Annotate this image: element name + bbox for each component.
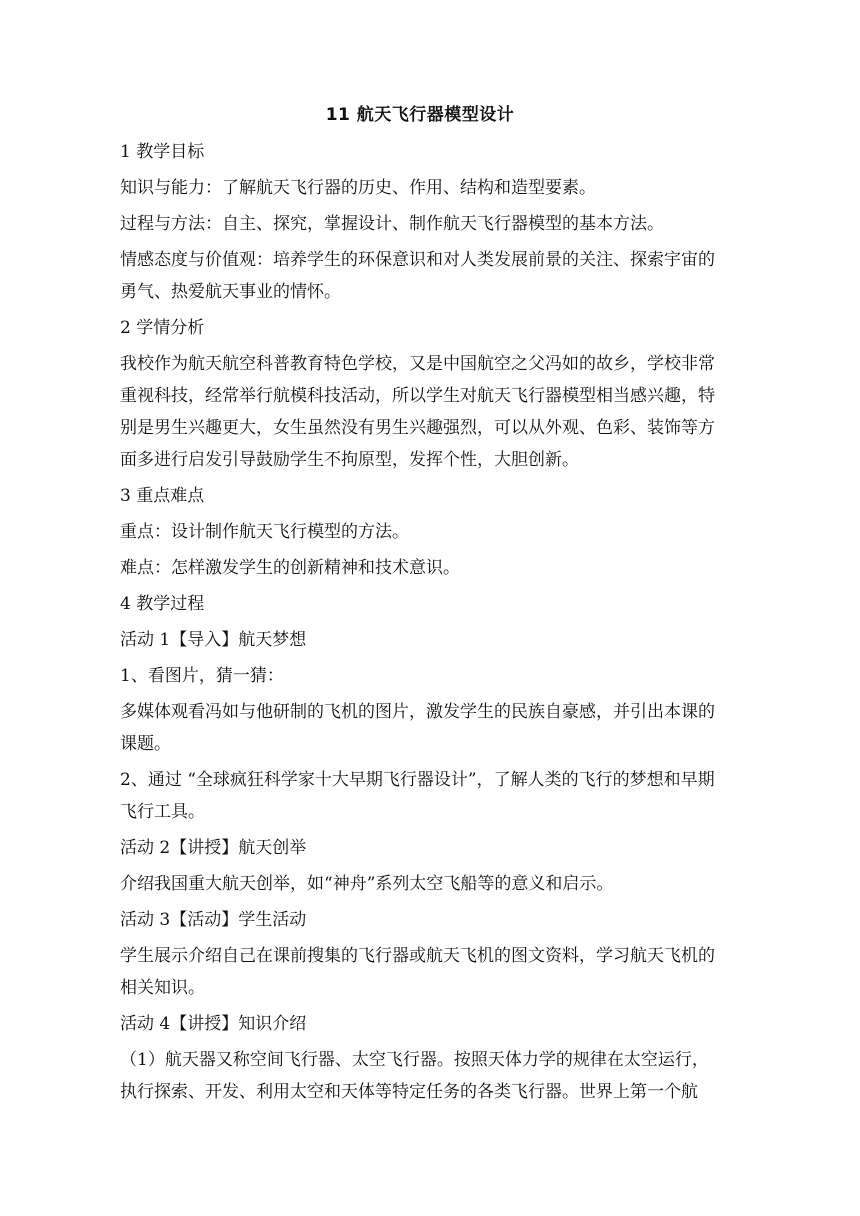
section-heading-goals: 1 教学目标: [120, 142, 205, 162]
goal-values-text: 情感态度与价值观：培养学生的环保意识和对人类发展前景的关注、探索宇宙的勇气、热爱航天事业的情怀。: [120, 250, 715, 302]
activity-4-text: （1）航天器又称空间飞行器、太空飞行器。按照天体力学的规律在太空运行，执行探索、开发、利用太空和天体等特定任务的各类飞行器。世界上第一个航: [120, 1050, 709, 1102]
analysis-paragraph: 我校作为航天航空科普教育特色学校，又是中国航空之父冯如的故乡，学校非常重视科技，经常举行航模科技活动，所以学生对航天飞行器模型相当感兴趣，特别是男生兴趣更大，女生虽然没有男生兴趣强烈，可以从外观、色彩、装饰等方面多进行启发引导鼓励学生不拘原型，发挥个性，大胆创新。: [120, 354, 715, 470]
goal-process-text: 过程与方法：自主、探究，掌握设计、制作航天飞行器模型的基本方法。: [120, 214, 664, 234]
section-heading-process: 4 教学过程: [120, 594, 205, 614]
activity-2-heading: 活动 2【讲授】航天创举: [120, 838, 307, 858]
activity-1-heading: 活动 1【导入】航天梦想: [120, 630, 307, 650]
goal-knowledge-text: 知识与能力：了解航天飞行器的历史、作用、结构和造型要素。: [120, 178, 596, 198]
activity-1-step-2-text: 2、通过 “全球疯狂科学家十大早期飞行器设计”，了解人类的飞行的梦想和早期飞行工具。: [120, 770, 715, 822]
key-point-text: 重点：设计制作航天飞行模型的方法。: [120, 522, 409, 542]
activity-4-heading: 活动 4【讲授】知识介绍: [120, 1014, 307, 1034]
activity-1-step-1-heading: 1、看图片，猜一猜：: [120, 666, 284, 686]
section-heading-analysis: 2 学情分析: [120, 318, 205, 338]
document-body: [120, 98, 720, 1112]
activity-2-text: 介绍我国重大航天创举，如“神舟”系列太空飞船等的意义和启示。: [120, 874, 614, 894]
difficult-point-text: 难点：怎样激发学生的创新精神和技术意识。: [120, 558, 460, 578]
activity-3-text: 学生展示介绍自己在课前搜集的飞行器或航天飞机的图文资料，学习航天飞机的相关知识。: [120, 946, 715, 998]
activity-1-step-1-text: 多媒体观看冯如与他研制的飞机的图片，激发学生的民族自豪感，并引出本课的课题。: [120, 702, 715, 754]
document-title: 11 航天飞行器模型设计: [325, 105, 515, 125]
activity-3-heading: 活动 3【活动】学生活动: [120, 910, 307, 930]
section-heading-key-points: 3 重点难点: [120, 486, 205, 506]
